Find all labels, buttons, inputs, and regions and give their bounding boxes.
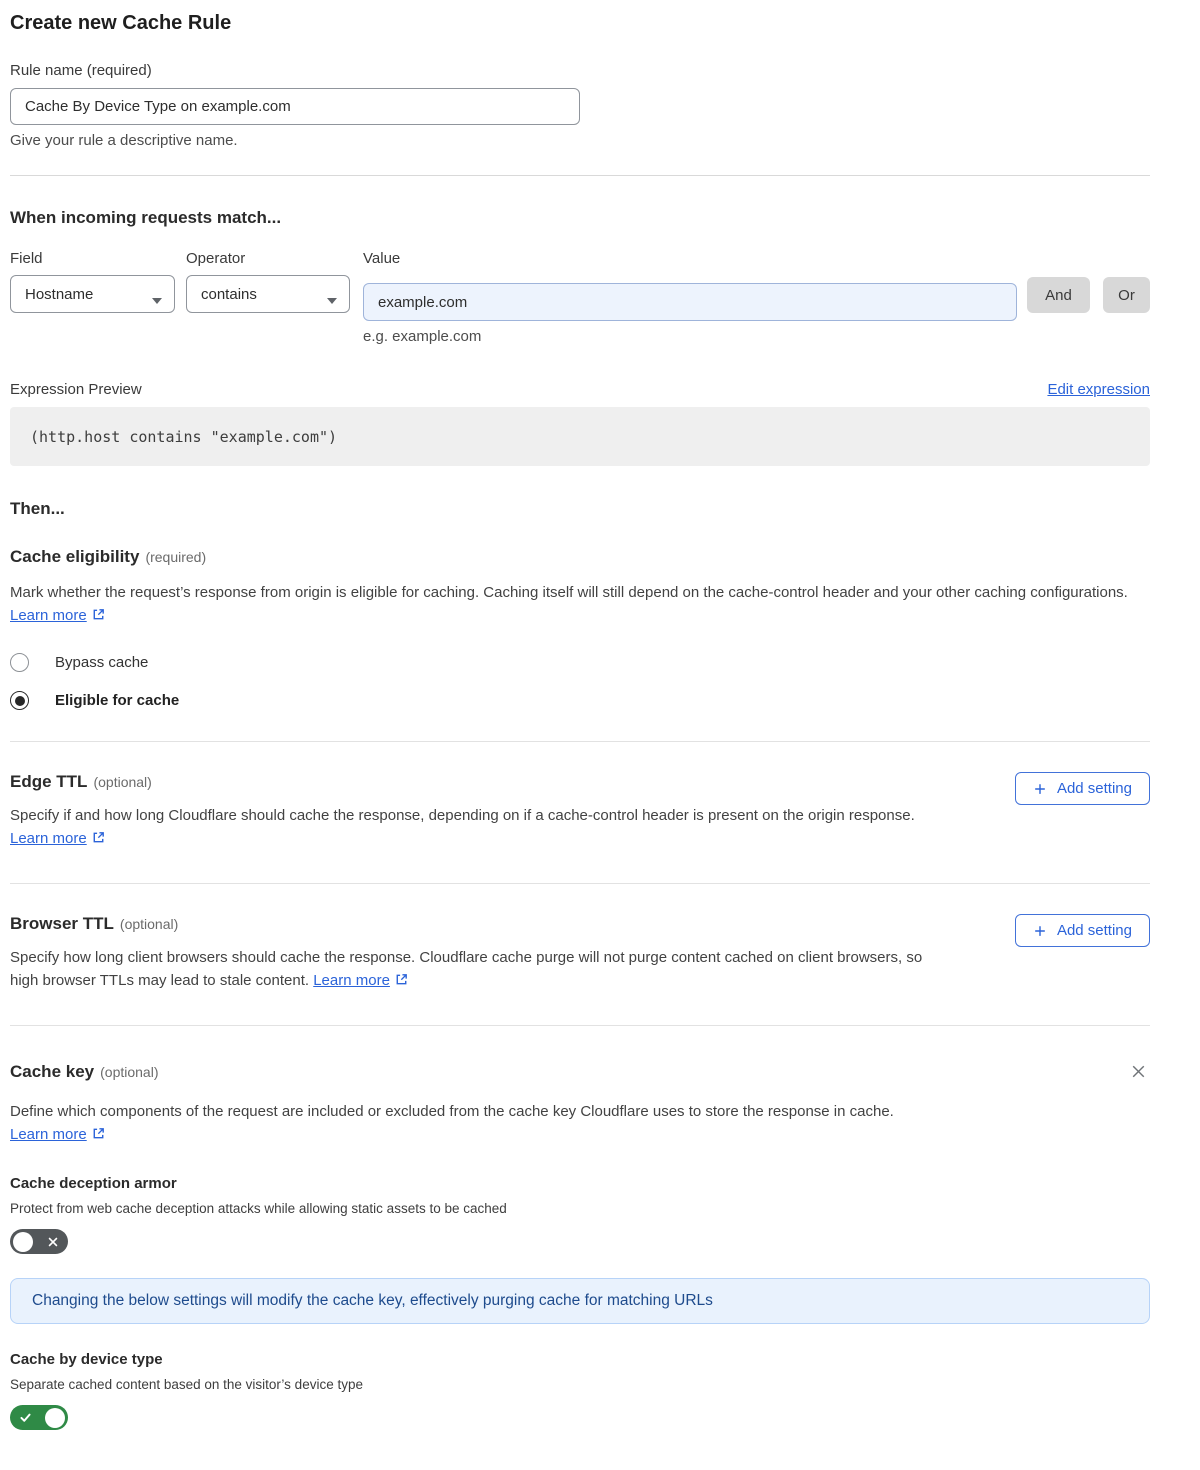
page-title: Create new Cache Rule bbox=[10, 12, 232, 34]
radio-icon bbox=[10, 653, 29, 672]
divider bbox=[10, 175, 1150, 176]
expression-code: (http.host contains "example.com") bbox=[30, 427, 338, 446]
browser-ttl-add-setting-button[interactable] bbox=[1015, 914, 1150, 947]
radio-eligible-for-cache-label: Eligible for cache bbox=[55, 692, 180, 709]
rule-name-section bbox=[10, 62, 1150, 149]
expression-preview-label: Expression Preview bbox=[10, 381, 142, 398]
or-button[interactable]: Or bbox=[1103, 277, 1150, 313]
edge-ttl-qualifier: (optional) bbox=[93, 774, 152, 790]
chevron-down-icon bbox=[152, 292, 162, 309]
cache-deception-armor-heading: Cache deception armor bbox=[10, 1175, 177, 1192]
cache-key-close-button[interactable] bbox=[1127, 1060, 1150, 1086]
add-setting-label: Add setting bbox=[1056, 922, 1132, 939]
match-heading: When incoming requests match... bbox=[10, 208, 282, 227]
cache-by-device-type-heading: Cache by device type bbox=[10, 1351, 163, 1368]
edge-ttl-content bbox=[10, 772, 940, 852]
operator-select-value: contains bbox=[201, 285, 257, 303]
rule-name-label: Rule name (required) bbox=[10, 62, 152, 79]
edge-ttl-heading bbox=[10, 772, 940, 792]
edit-expression-link[interactable]: Edit expression bbox=[1047, 381, 1150, 398]
radio-icon bbox=[10, 691, 29, 710]
field-select-value: Hostname bbox=[25, 285, 94, 303]
match-section bbox=[10, 208, 1150, 345]
browser-ttl-description bbox=[10, 946, 940, 994]
then-heading: Then... bbox=[10, 499, 65, 518]
browser-ttl-section bbox=[10, 914, 1150, 994]
operator-column bbox=[186, 250, 350, 313]
cache-eligibility-options bbox=[10, 653, 1150, 710]
cache-key-qualifier: (optional) bbox=[100, 1064, 159, 1080]
cache-key-header bbox=[10, 1062, 1150, 1086]
plus-icon bbox=[1033, 924, 1047, 938]
cache-deception-armor-toggle[interactable] bbox=[10, 1229, 68, 1254]
browser-ttl-description-text: Specify how long client browsers should cache the response. Cloudflare cache purge will not purge content cached on client browsers, so high browser TTLs may lead to stale content. bbox=[10, 949, 923, 989]
radio-bypass-cache[interactable] bbox=[10, 653, 1150, 672]
cache-eligibility-heading bbox=[10, 547, 1150, 567]
learn-more-link[interactable]: Learn more bbox=[10, 607, 87, 624]
close-icon bbox=[1129, 1062, 1148, 1081]
divider bbox=[10, 883, 1150, 884]
operator-select[interactable] bbox=[186, 275, 350, 313]
match-condition-row bbox=[10, 250, 1150, 345]
value-helper: e.g. example.com bbox=[363, 328, 482, 345]
field-label: Field bbox=[10, 250, 43, 267]
divider bbox=[10, 741, 1150, 742]
divider bbox=[10, 1025, 1150, 1026]
operator-label: Operator bbox=[186, 250, 246, 267]
cache-eligibility-title: Cache eligibility bbox=[10, 547, 140, 566]
learn-more-link[interactable]: Learn more bbox=[313, 972, 390, 989]
learn-more-link[interactable]: Learn more bbox=[10, 1126, 87, 1143]
external-link-icon bbox=[91, 1128, 106, 1145]
x-icon bbox=[41, 1236, 65, 1248]
toggle-knob bbox=[45, 1408, 65, 1428]
edge-ttl-section bbox=[10, 772, 1150, 852]
value-input[interactable] bbox=[363, 283, 1017, 321]
learn-more-link[interactable]: Learn more bbox=[10, 830, 87, 847]
expression-code-block bbox=[10, 407, 1150, 466]
radio-bypass-cache-label: Bypass cache bbox=[55, 654, 149, 671]
browser-ttl-heading bbox=[10, 914, 940, 934]
browser-ttl-qualifier: (optional) bbox=[119, 916, 179, 932]
add-setting-label: Add setting bbox=[1056, 780, 1132, 797]
rule-name-input[interactable] bbox=[10, 88, 580, 125]
cache-key-description-text: Define which components of the request are included or excluded from the cache key Cloudflare uses to store the response in cache. bbox=[10, 1103, 894, 1120]
rule-name-helper: Give your rule a descriptive name. bbox=[10, 132, 238, 149]
cache-key-description bbox=[10, 1100, 990, 1148]
toggle-knob bbox=[13, 1232, 33, 1252]
cache-by-device-type-description: Separate cached content based on the visitor’s device type bbox=[10, 1377, 363, 1392]
external-link-icon bbox=[91, 832, 106, 849]
cache-eligibility-description bbox=[10, 581, 1150, 629]
browser-ttl-content bbox=[10, 914, 940, 994]
check-icon bbox=[13, 1411, 37, 1424]
value-label: Value bbox=[363, 250, 401, 267]
browser-ttl-title: Browser TTL bbox=[10, 914, 114, 933]
cache-key-title: Cache key bbox=[10, 1062, 95, 1081]
edge-ttl-add-setting-button[interactable] bbox=[1015, 772, 1150, 805]
edge-ttl-description bbox=[10, 804, 940, 852]
cache-key-heading bbox=[10, 1062, 159, 1082]
expression-preview-header bbox=[10, 381, 1150, 398]
cache-by-device-type-toggle[interactable] bbox=[10, 1405, 68, 1430]
edge-ttl-title: Edge TTL bbox=[10, 772, 88, 791]
radio-eligible-for-cache[interactable] bbox=[10, 691, 1150, 710]
cache-eligibility-qualifier: (required) bbox=[145, 549, 207, 565]
value-column bbox=[363, 250, 1017, 345]
external-link-icon bbox=[91, 609, 106, 626]
field-column bbox=[10, 250, 175, 313]
cache-eligibility-description-text: Mark whether the request’s response from origin is eligible for caching. Caching itself will still depend on the cache-control header and your other caching configurations. bbox=[10, 584, 1128, 601]
plus-icon bbox=[1033, 782, 1047, 796]
edge-ttl-description-text: Specify if and how long Cloudflare should cache the response, depending on if a cache-control header is present on the origin response. bbox=[10, 807, 915, 824]
and-button[interactable]: And bbox=[1027, 277, 1090, 313]
field-select[interactable] bbox=[10, 275, 175, 313]
cache-key-notice-banner: Changing the below settings will modify the cache key, effectively purging cache for matching URLs bbox=[10, 1278, 1150, 1324]
cache-deception-armor-description: Protect from web cache deception attacks while allowing static assets to be cached bbox=[10, 1201, 507, 1216]
external-link-icon bbox=[394, 974, 409, 991]
chevron-down-icon bbox=[327, 292, 337, 309]
